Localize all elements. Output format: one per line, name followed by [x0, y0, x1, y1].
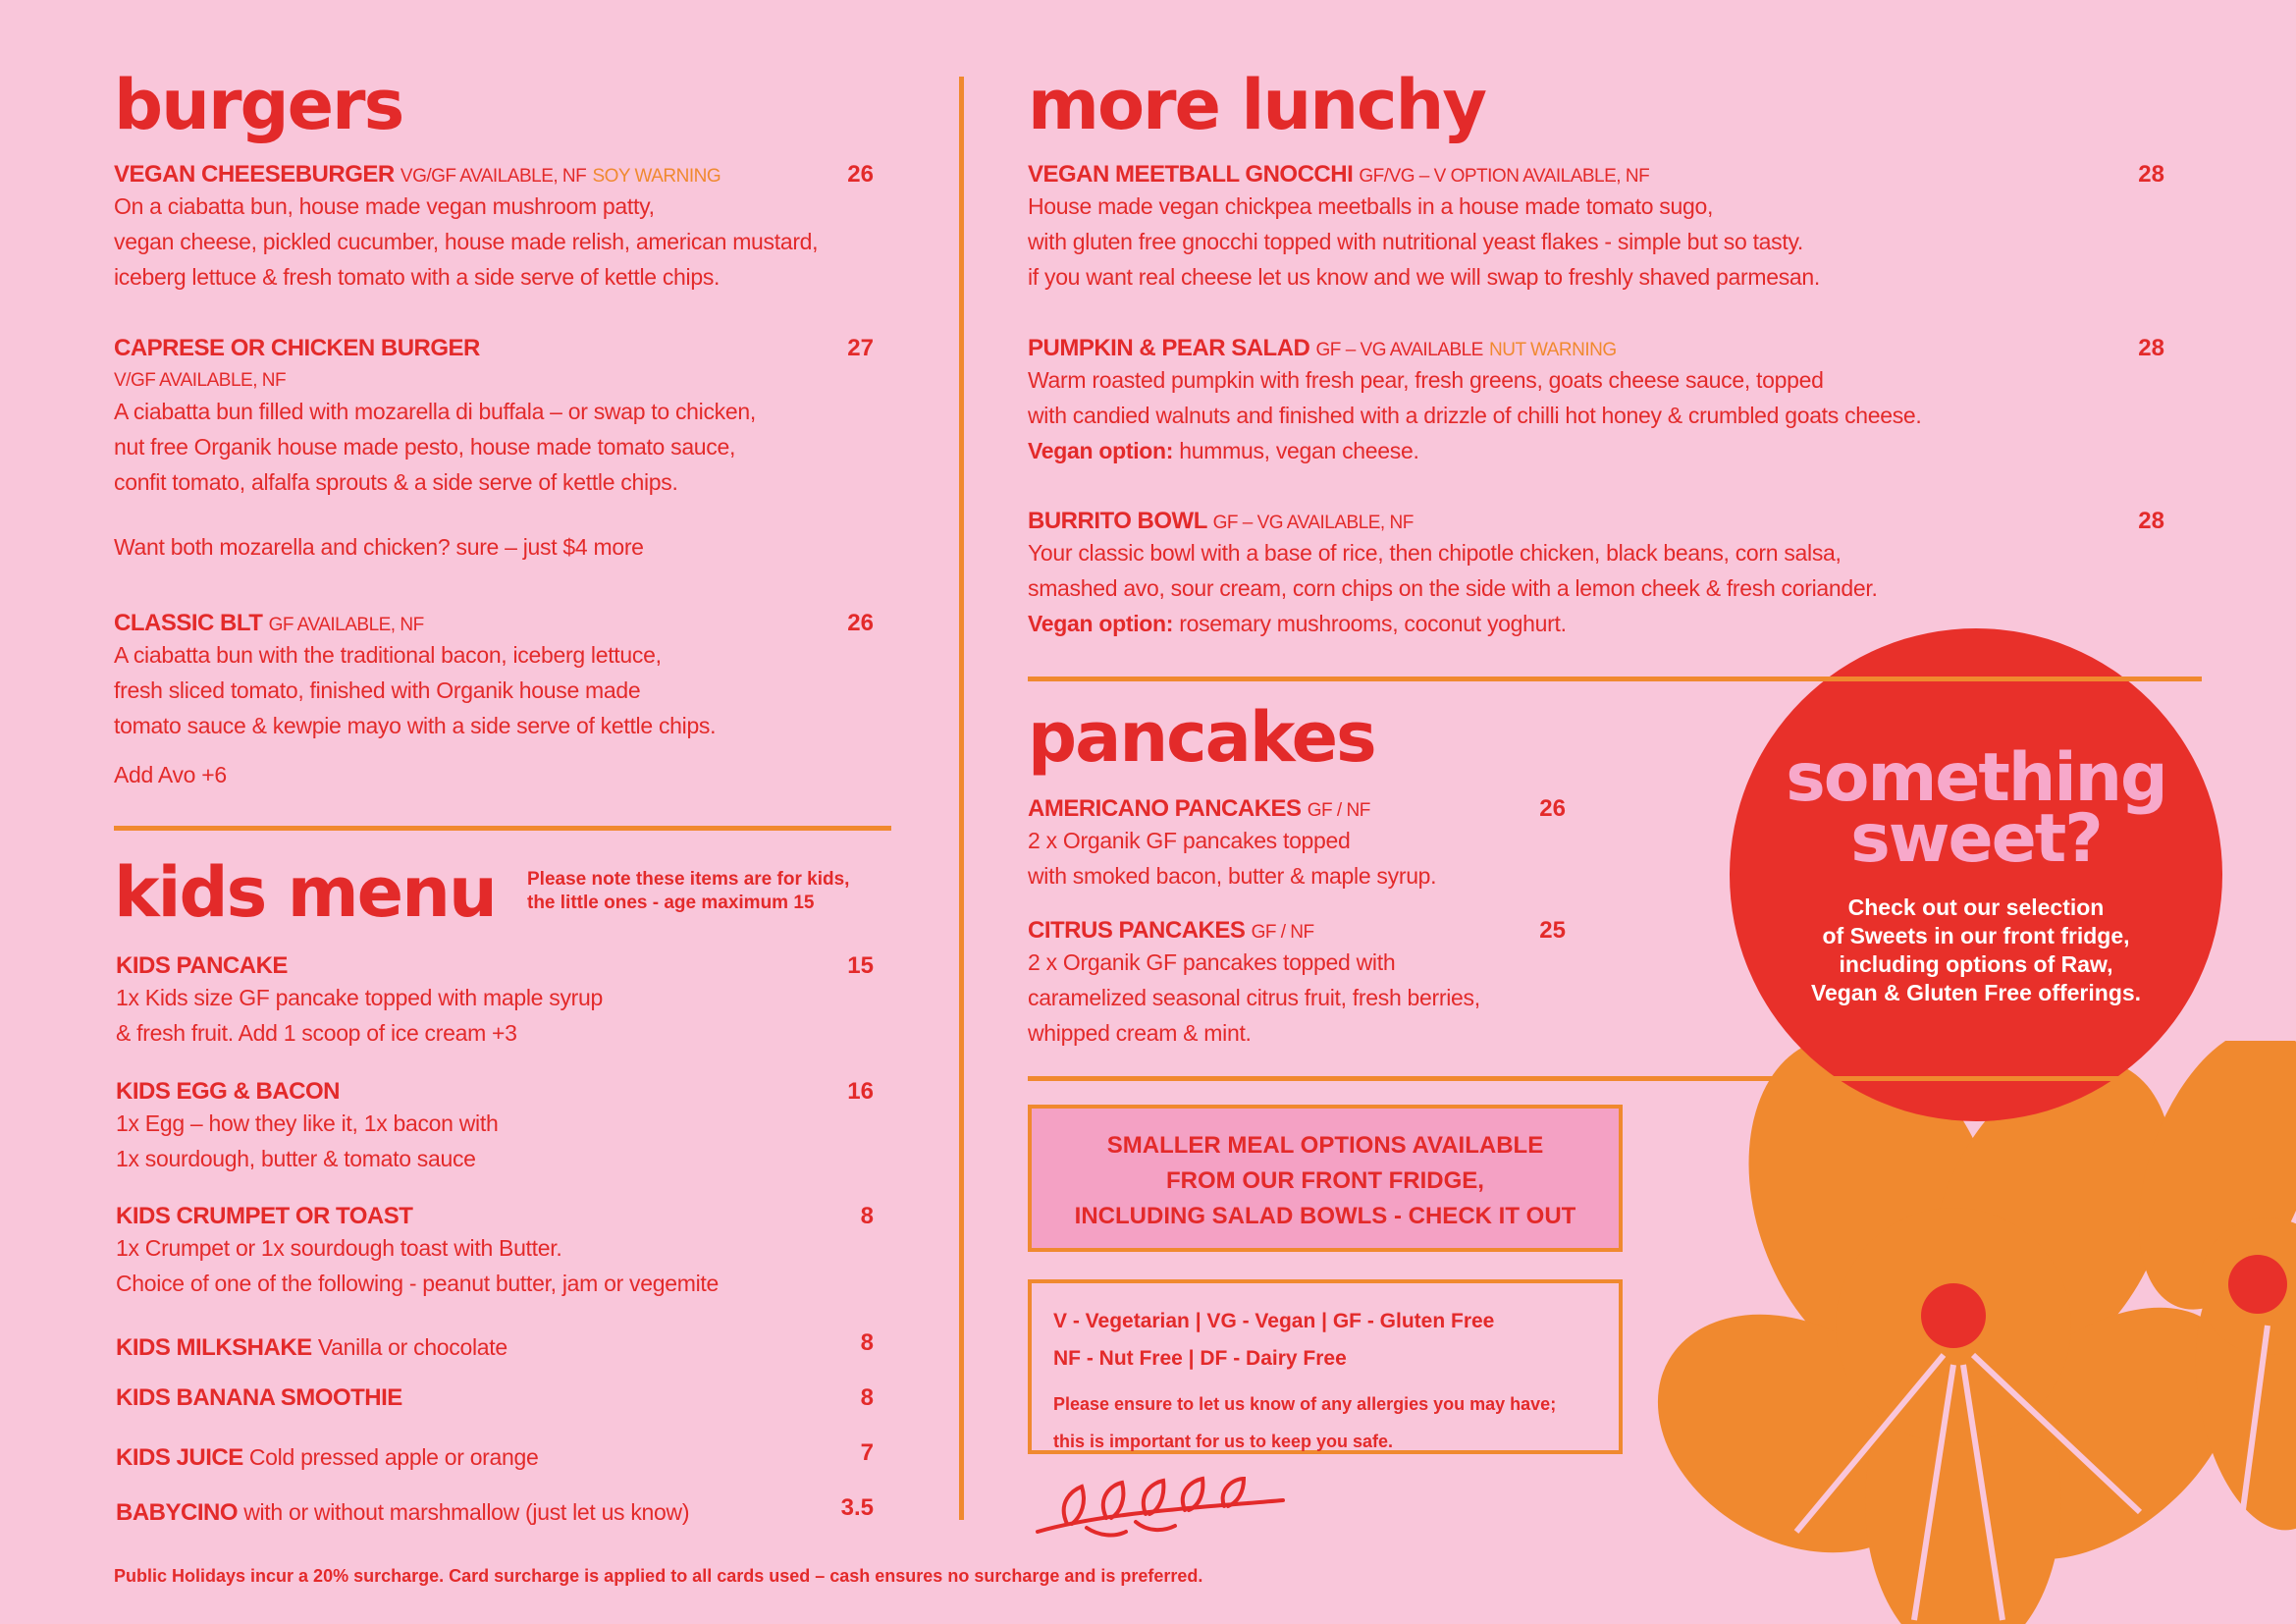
sweet-body: Check out our selection of Sweets in our front fridge, including options of Raw, Vegan & Gluten Free offerings.	[1810, 894, 2142, 1005]
nut-warning: NUT WARNING	[1489, 340, 1617, 360]
allergy-note-2: this is important for us to keep you safe.	[1053, 1432, 1394, 1451]
flower-illustration	[1590, 1041, 2296, 1624]
item-price: 27	[847, 335, 874, 361]
item-name: KIDS CRUMPET OR TOAST	[116, 1203, 413, 1229]
item-name: KIDS BANANA SMOOTHIE	[116, 1384, 402, 1411]
menu-item-caprese-burger	[114, 335, 880, 565]
item-price: 3.5	[840, 1494, 874, 1521]
item-detail: Cold pressed apple or orange	[248, 1444, 539, 1470]
item-tags: GF – VG AVAILABLE, NF	[1212, 513, 1414, 533]
item-detail: with or without marshmallow (just let us know)	[243, 1499, 690, 1525]
item-description: 1x Crumpet or 1x sourdough toast with Butter. Choice of one of the following - peanut butter, jam or vegemite	[116, 1235, 719, 1296]
item-tags: GF – VG AVAILABLE	[1315, 340, 1483, 360]
menu-item-kids-pancake	[116, 952, 881, 1051]
item-description: On a ciabatta bun, house made vegan mushroom patty, vegan cheese, pickled cucumber, house made relish, american mustard, iceberg lettuce & fresh tomato with a side serve of kettle chips.	[114, 193, 819, 290]
item-name: AMERICANO PANCAKES	[1028, 795, 1302, 822]
menu-item-kids-egg-bacon	[116, 1078, 881, 1176]
legend-line-1: V - Vegetarian | VG - Vegan | GF - Gluten Free	[1053, 1310, 1495, 1332]
item-price: 28	[2138, 508, 2164, 534]
pancakes-heading: pancakes	[1028, 697, 1375, 778]
menu-item-pumpkin-salad	[1028, 335, 2157, 468]
item-name: KIDS MILKSHAKE	[116, 1334, 312, 1361]
section-divider	[1028, 1076, 2127, 1081]
item-price: 16	[847, 1078, 874, 1105]
item-price: 26	[847, 161, 874, 188]
soy-warning: SOY WARNING	[592, 166, 721, 187]
item-price: 8	[860, 1329, 874, 1356]
item-name: KIDS PANCAKE	[116, 952, 288, 979]
item-description: Warm roasted pumpkin with fresh pear, fresh greens, goats cheese sauce, topped with candied walnuts and finished with a drizzle of chilli hot honey & crumbled goats cheese. Vegan option: hummus, vegan cheese.	[1028, 367, 1922, 463]
item-tags: GF AVAILABLE, NF	[268, 615, 424, 635]
menu-item-vegan-cheeseburger	[114, 161, 880, 295]
item-price: 26	[847, 610, 874, 636]
menu-item-kids-juice	[116, 1439, 881, 1475]
item-price: 8	[860, 1203, 874, 1229]
kids-menu-note: Please note these items are for kids, the little ones - age maximum 15	[527, 869, 850, 913]
item-description: House made vegan chickpea meetballs in a house made tomato sugo, with gluten free gnocchi topped with nutritional yeast flakes - simple but so tasty. if you want real cheese let us know and we will swap to freshly shaved parmesan.	[1028, 193, 1820, 290]
item-description: 1x Egg – how they like it, 1x bacon with 1x sourdough, butter & tomato sauce	[116, 1110, 499, 1171]
item-extra: Want both mozarella and chicken? sure – just $4 more	[114, 534, 644, 560]
menu-item-babycino	[116, 1494, 881, 1530]
item-tags: GF / NF	[1307, 800, 1370, 821]
item-description: A ciabatta bun filled with mozarella di buffala – or swap to chicken, nut free Organik house made pesto, house made tomato sauce, confit tomato, alfalfa sprouts & a side serve of kettle chips.	[114, 399, 756, 495]
item-name: BURRITO BOWL	[1028, 508, 1207, 534]
menu-item-kids-milkshake	[116, 1329, 881, 1365]
item-tags: GF / NF	[1251, 922, 1314, 943]
allergy-note-1: Please ensure to let us know of any allergies you may have;	[1053, 1394, 1557, 1414]
sprig-doodle	[1028, 1473, 1303, 1542]
item-description: 2 x Organik GF pancakes topped with caramelized seasonal citrus fruit, fresh berries, whipped cream & mint.	[1028, 949, 1480, 1046]
sweet-title: something sweet?	[1786, 739, 2166, 878]
dietary-legend	[1028, 1279, 1623, 1454]
item-price: 15	[847, 952, 874, 979]
item-description: Your classic bowl with a base of rice, then chipotle chicken, black beans, corn salsa, smashed avo, sour cream, corn chips on the side with a lemon cheek & fresh coriander. Vegan option: rosemary mushrooms, coconut yoghurt.	[1028, 540, 1878, 636]
item-name: VEGAN MEETBALL GNOCCHI	[1028, 161, 1354, 188]
item-description: 2 x Organik GF pancakes topped with smoked bacon, butter & maple syrup.	[1028, 828, 1437, 889]
item-detail: Vanilla or chocolate	[317, 1334, 507, 1360]
smaller-meals-notice: SMALLER MEAL OPTIONS AVAILABLE FROM OUR FRONT FRIDGE, INCLUDING SALAD BOWLS - CHECK IT OUT	[1028, 1105, 1623, 1252]
item-name: VEGAN CHEESEBURGER	[114, 161, 395, 188]
item-tags: GF/VG – V OPTION AVAILABLE, NF	[1359, 166, 1650, 187]
more-lunchy-heading: more lunchy	[1028, 65, 1486, 145]
kids-menu-heading: kids menu	[114, 852, 496, 933]
item-extra: Add Avo +6	[114, 762, 227, 787]
item-price: 28	[2138, 335, 2164, 361]
item-description: 1x Kids size GF pancake topped with maple syrup & fresh fruit. Add 1 scoop of ice cream +3	[116, 985, 603, 1046]
item-price: 28	[2138, 161, 2164, 188]
menu-item-kids-smoothie	[116, 1384, 881, 1412]
item-price: 26	[1539, 795, 1566, 822]
item-name: PUMPKIN & PEAR SALAD	[1028, 335, 1310, 361]
section-divider	[114, 826, 891, 831]
menu-item-classic-blt	[114, 610, 880, 792]
surcharge-note: Public Holidays incur a 20% surcharge. Card surcharge is applied to all cards used – cash ensures no surcharge and is preferred.	[114, 1566, 1203, 1586]
menu-item-burrito-bowl	[1028, 508, 2157, 641]
section-divider	[1028, 677, 2202, 681]
item-name: KIDS JUICE	[116, 1444, 243, 1471]
item-name: BABYCINO	[116, 1499, 239, 1526]
menu-item-kids-crumpet	[116, 1203, 881, 1301]
column-divider	[959, 77, 964, 1520]
item-price: 7	[860, 1439, 874, 1466]
item-description: A ciabatta bun with the traditional bacon, iceberg lettuce, fresh sliced tomato, finished with Organik house made tomato sauce & kewpie mayo with a side serve of kettle chips.	[114, 642, 717, 738]
item-tags: VG/GF AVAILABLE, NF	[400, 166, 587, 187]
item-price: 25	[1539, 917, 1566, 944]
burgers-heading: burgers	[114, 65, 403, 145]
menu-item-vegan-gnocchi	[1028, 161, 2157, 295]
item-name: CLASSIC BLT	[114, 610, 263, 636]
item-name: KIDS EGG & BACON	[116, 1078, 341, 1105]
legend-line-2: NF - Nut Free | DF - Dairy Free	[1053, 1347, 1347, 1370]
item-name: CAPRESE OR CHICKEN BURGER	[114, 335, 480, 361]
item-tags: V/GF AVAILABLE, NF	[114, 370, 287, 391]
item-price: 8	[860, 1384, 874, 1411]
item-name: CITRUS PANCAKES	[1028, 917, 1246, 944]
something-sweet-badge	[1730, 628, 2222, 1121]
